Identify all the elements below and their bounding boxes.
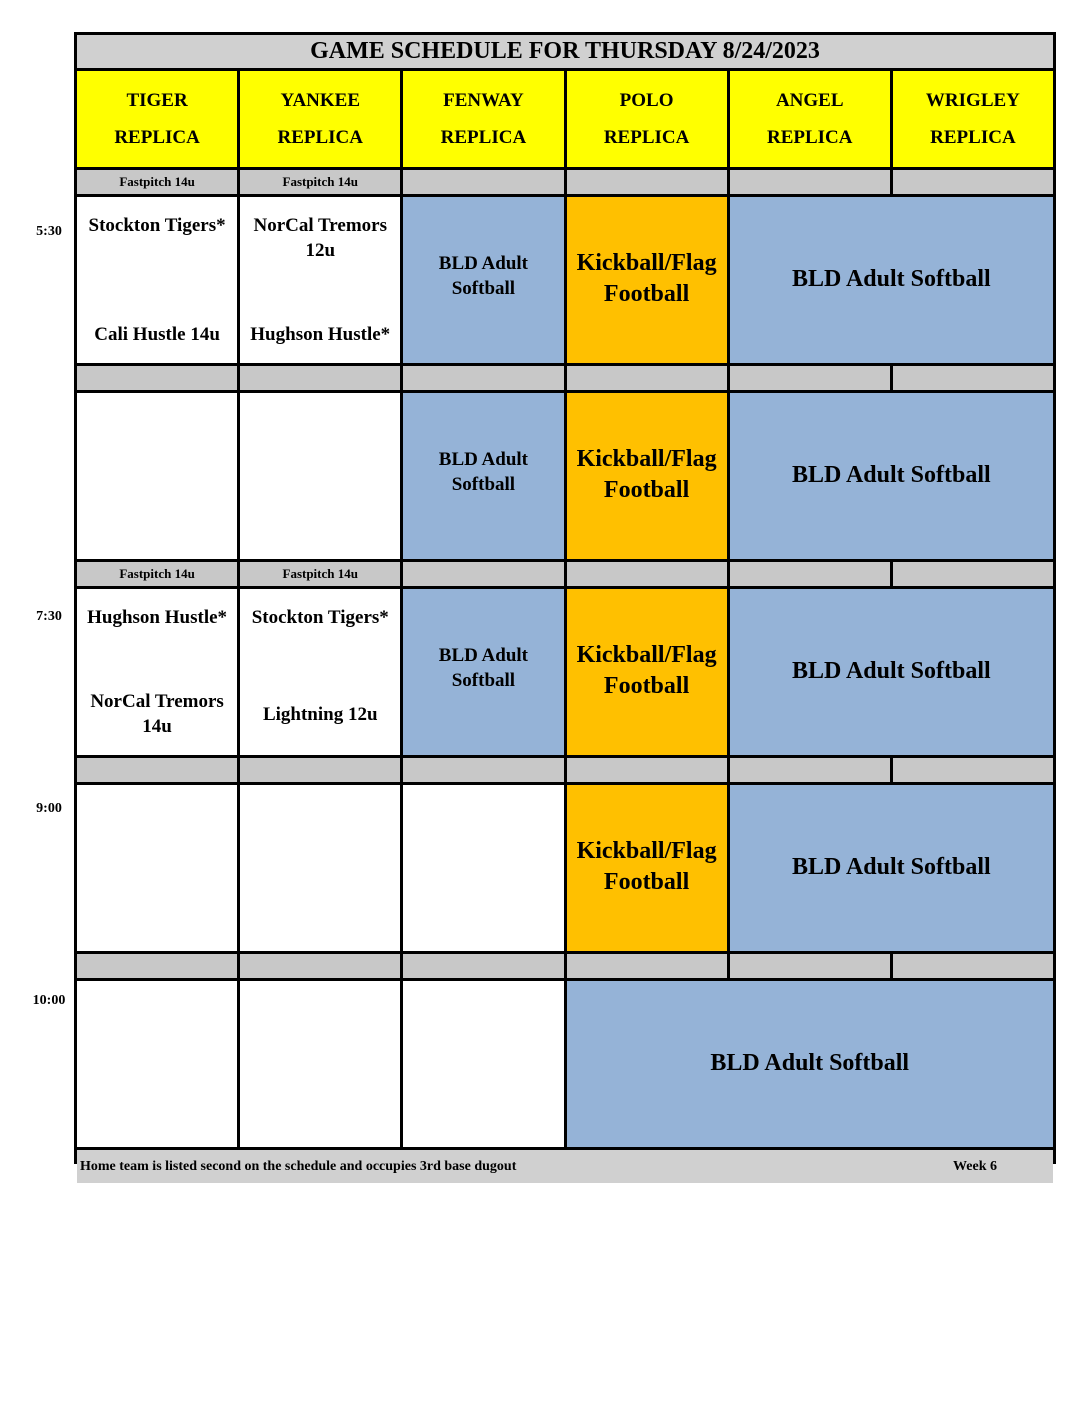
empty-cell (240, 981, 400, 1147)
kickball-cell-polo: Kickball/Flag Football (567, 393, 727, 559)
divider-cell (567, 170, 727, 194)
divider-cell (567, 366, 727, 390)
time-label-730: 7:30 (36, 609, 62, 624)
time-label-900: 9:00 (36, 801, 62, 816)
field-name: TIGER (126, 90, 188, 111)
divider-cell (730, 170, 890, 194)
home-team: NorCal Tremors 14u (90, 691, 224, 737)
game-cell-yankee-530 (240, 197, 400, 363)
kickball-cell-polo: Kickball/Flag Football (567, 197, 727, 363)
division-label-yankee: Fastpitch 14u (240, 170, 400, 194)
away-team: Hughson Hustle* (87, 607, 228, 628)
divider-cell (77, 366, 237, 390)
home-team: Hughson Hustle* (250, 324, 391, 345)
divider-cell (893, 758, 1053, 782)
field-name: POLO (619, 90, 674, 111)
schedule-title: GAME SCHEDULE FOR THURSDAY 8/24/2023 (77, 35, 1053, 68)
softball-cell-fenway: BLD Adult Softball (403, 393, 563, 559)
softball-cell-fenway: BLD Adult Softball (403, 589, 563, 755)
time-label-530: 5:30 (36, 224, 62, 239)
kickball-cell-polo: Kickball/Flag Football (567, 785, 727, 951)
field-name: ANGEL (775, 90, 844, 111)
field-sub: REPLICA (766, 127, 853, 148)
field-sub: REPLICA (603, 127, 690, 148)
division-label-yankee: Fastpitch 14u (240, 562, 400, 586)
footer-note: Home team is listed second on the schedule and occupies 3rd base dugout (80, 1158, 517, 1174)
time-label-1000: 10:00 (32, 993, 66, 1008)
field-sub: REPLICA (114, 127, 200, 148)
field-header-angel (730, 71, 890, 167)
divider-cell (403, 562, 563, 586)
home-team: Cali Hustle 14u (94, 324, 220, 345)
divider-cell (240, 954, 400, 978)
field-header-tiger (77, 71, 237, 167)
empty-cell (77, 785, 237, 951)
game-cell-yankee-730 (240, 589, 400, 755)
division-label-tiger: Fastpitch 14u (77, 562, 237, 586)
divider-cell (77, 758, 237, 782)
divider-cell (730, 366, 890, 390)
schedule-table (74, 32, 1056, 1174)
divider-cell (403, 758, 563, 782)
field-sub: REPLICA (440, 127, 527, 148)
divider-cell (567, 758, 727, 782)
divider-cell (77, 954, 237, 978)
game-cell-tiger-530 (77, 197, 237, 363)
empty-cell (403, 785, 563, 951)
division-label-tiger: Fastpitch 14u (77, 170, 237, 194)
empty-cell (77, 981, 237, 1147)
softball-cell-angel-wrigley: BLD Adult Softball (730, 393, 1053, 559)
home-team: Lightning 12u (262, 704, 378, 725)
kickball-cell-polo: Kickball/Flag Football (567, 589, 727, 755)
empty-cell (77, 393, 237, 559)
empty-cell (403, 981, 563, 1147)
divider-cell (730, 758, 890, 782)
game-cell-tiger-730 (77, 589, 237, 755)
divider-cell (403, 170, 563, 194)
divider-cell (403, 366, 563, 390)
divider-cell (893, 170, 1053, 194)
divider-cell (240, 758, 400, 782)
divider-cell (730, 954, 890, 978)
field-header-polo (567, 71, 727, 167)
field-name: YANKEE (280, 90, 361, 111)
away-team: NorCal Tremors 12u (253, 215, 387, 261)
softball-cell-angel-wrigley: BLD Adult Softball (730, 785, 1053, 951)
divider-cell (893, 954, 1053, 978)
field-name: WRIGLEY (925, 90, 1020, 111)
divider-cell (893, 562, 1053, 586)
empty-cell (240, 785, 400, 951)
footer-bar (77, 1150, 1053, 1183)
softball-cell-angel-wrigley: BLD Adult Softball (730, 589, 1053, 755)
away-team: Stockton Tigers* (251, 607, 389, 628)
week-label: Week 6 (953, 1158, 997, 1174)
divider-cell (567, 562, 727, 586)
field-header-wrigley (893, 71, 1053, 167)
softball-cell-angel-wrigley: BLD Adult Softball (730, 197, 1053, 363)
divider-cell (730, 562, 890, 586)
field-header-fenway (403, 71, 563, 167)
divider-cell (567, 954, 727, 978)
away-team: Stockton Tigers* (88, 215, 226, 236)
field-sub: REPLICA (277, 127, 363, 148)
divider-cell (240, 366, 400, 390)
field-header-yankee (240, 71, 400, 167)
softball-cell-fenway: BLD Adult Softball (403, 197, 563, 363)
field-sub: REPLICA (930, 127, 1016, 148)
softball-cell-polo-to-wrigley: BLD Adult Softball (567, 981, 1054, 1147)
divider-cell (893, 366, 1053, 390)
divider-cell (403, 954, 563, 978)
empty-cell (240, 393, 400, 559)
field-name: FENWAY (443, 90, 524, 111)
